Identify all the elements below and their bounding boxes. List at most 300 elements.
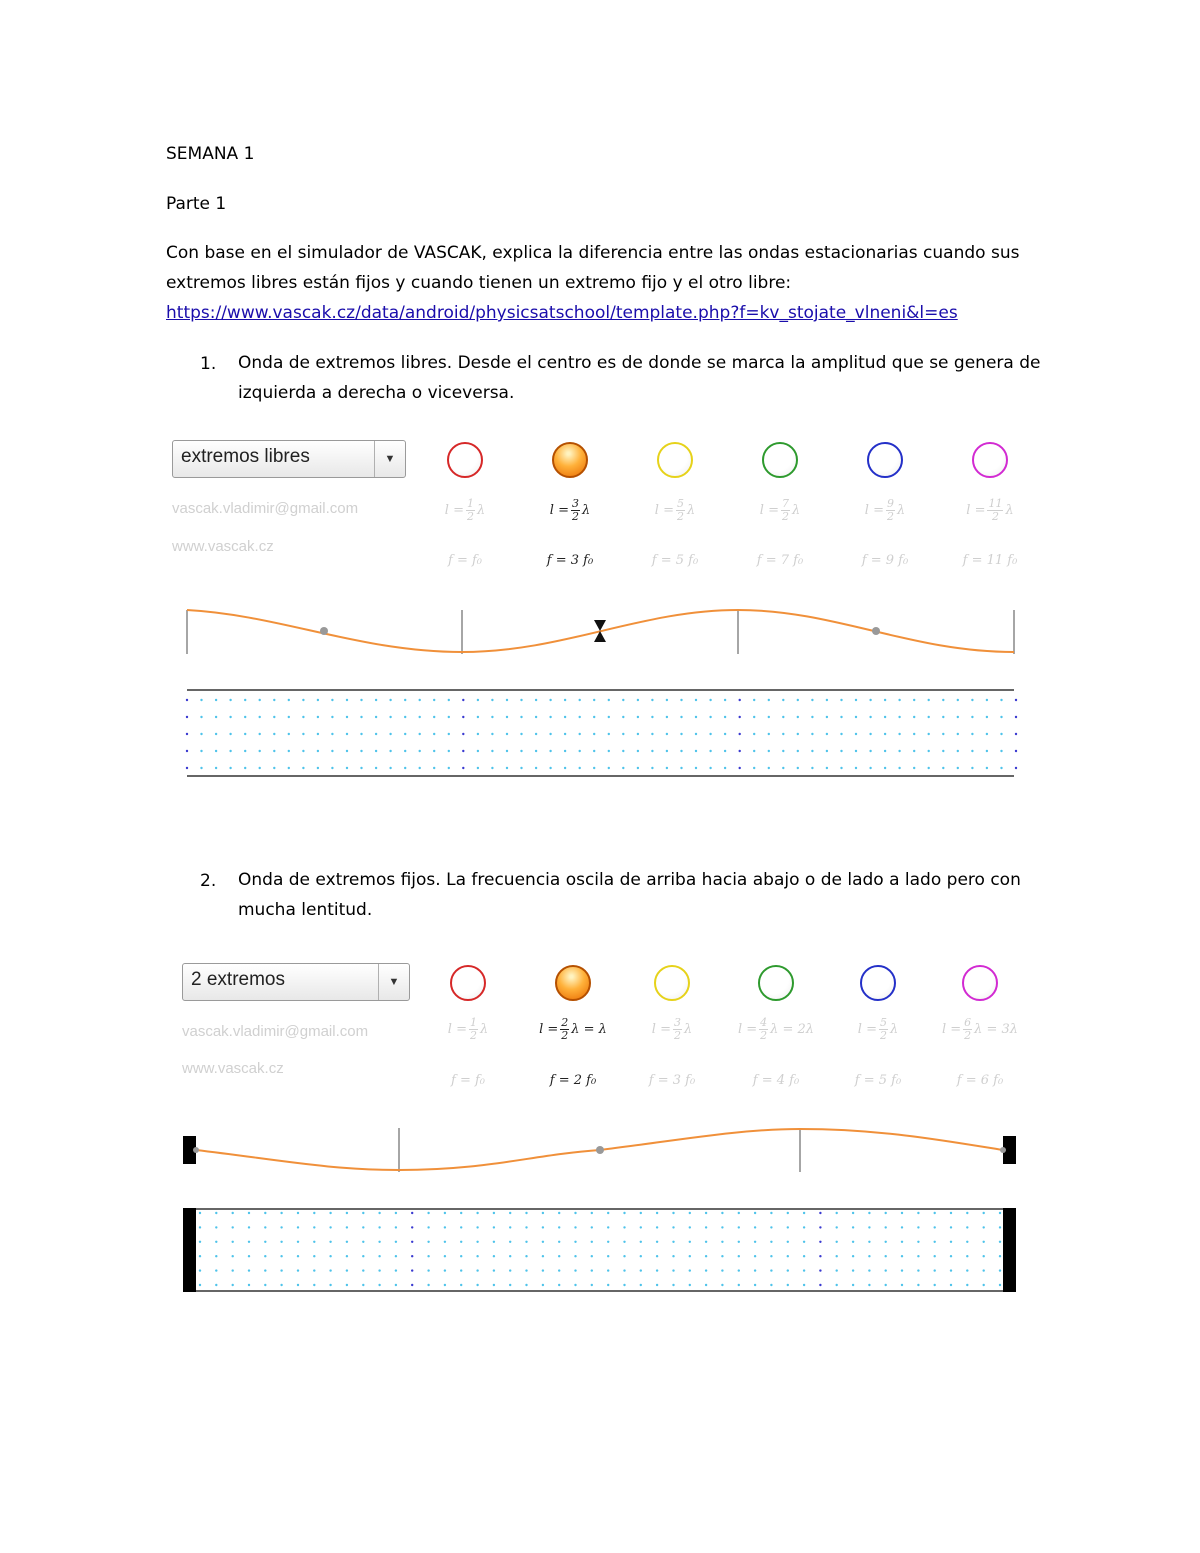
- particle-dot: [705, 1269, 707, 1271]
- particle-dot: [259, 750, 261, 752]
- particle-dot: [317, 767, 319, 769]
- particle-dot: [623, 1212, 625, 1214]
- item-1-text: [238, 348, 1058, 408]
- particle-dot: [460, 1241, 462, 1243]
- particle-dot: [901, 1284, 903, 1286]
- particle-dot: [525, 1269, 527, 1271]
- particle-dot: [754, 1269, 756, 1271]
- particle-dot: [444, 1269, 446, 1271]
- particle-dot: [579, 767, 581, 769]
- particle-dot: [957, 716, 959, 718]
- particle-dot: [754, 1241, 756, 1243]
- particle-dot: [689, 1226, 691, 1228]
- particle-dot: [244, 733, 246, 735]
- particle-dot: [525, 1212, 527, 1214]
- particle-dot: [950, 1241, 952, 1243]
- formula-fraction: [879, 1017, 888, 1042]
- particle-dot: [739, 767, 741, 769]
- particle-dot: [840, 733, 842, 735]
- particle-dot: [411, 1255, 413, 1257]
- particle-dot: [811, 767, 813, 769]
- particle-dot: [491, 716, 493, 718]
- particle-dot: [264, 1284, 266, 1286]
- particle-dot: [768, 750, 770, 752]
- particle-dot: [957, 750, 959, 752]
- particle-dot: [787, 1226, 789, 1228]
- particle-dot: [999, 1255, 1001, 1257]
- particle-dot: [574, 1269, 576, 1271]
- particle-dot: [934, 1212, 936, 1214]
- particle-dot: [302, 750, 304, 752]
- particle-dot: [558, 1241, 560, 1243]
- fraction-numerator: 5: [676, 497, 684, 510]
- particle-dot: [623, 1255, 625, 1257]
- particle-dot: [460, 1255, 462, 1257]
- particle-dot: [591, 1226, 593, 1228]
- part-label: Parte 1: [166, 194, 227, 214]
- particle-dot: [477, 699, 479, 701]
- mode-5-button[interactable]: [867, 442, 903, 478]
- particle-dot: [331, 767, 333, 769]
- particle-dot: [313, 1241, 315, 1243]
- particle-dot: [1015, 716, 1017, 718]
- intro-line-2: extremos libres están fijos y cuando tienen un extremo fijo y el otro libre:: [166, 273, 792, 293]
- particle-dot: [672, 1269, 674, 1271]
- particle-dot: [389, 767, 391, 769]
- particle-dot: [375, 716, 377, 718]
- formula-rhs: λ = 3λ: [974, 1022, 1019, 1037]
- particle-dot: [983, 1255, 985, 1257]
- particle-dot: [448, 750, 450, 752]
- particle-dot: [259, 716, 261, 718]
- particle-dot: [672, 1284, 674, 1286]
- particle-dot: [836, 1255, 838, 1257]
- particle-dot: [493, 1241, 495, 1243]
- particle-dot: [375, 750, 377, 752]
- credit-website: www.vascak.cz: [172, 538, 274, 555]
- particle-grid: [199, 1212, 1001, 1286]
- particle-dot: [640, 1212, 642, 1214]
- formula-fraction: [469, 1017, 478, 1042]
- particle-dot: [721, 1226, 723, 1228]
- particle-dot: [525, 1284, 527, 1286]
- fraction-denominator: 2: [676, 510, 684, 523]
- particle-dot: [186, 767, 188, 769]
- mode-select[interactable]: [182, 963, 410, 1001]
- particle-dot: [329, 1284, 331, 1286]
- particle-dot: [656, 1212, 658, 1214]
- particle-dot: [215, 750, 217, 752]
- wave-diagram: [160, 590, 1040, 790]
- particle-dot: [999, 1212, 1001, 1214]
- particle-dot: [770, 1255, 772, 1257]
- particle-dot: [297, 1226, 299, 1228]
- particle-dot: [215, 1284, 217, 1286]
- particle-dot: [942, 750, 944, 752]
- particle-dot: [855, 733, 857, 735]
- particle-dot: [901, 1269, 903, 1271]
- particle-dot: [637, 767, 639, 769]
- particle-dot: [986, 767, 988, 769]
- particle-dot: [913, 733, 915, 735]
- fraction-numerator: 3: [571, 497, 579, 510]
- particle-dot: [724, 716, 726, 718]
- formula-fraction: [466, 498, 475, 523]
- particle-dot: [229, 716, 231, 718]
- intro-line-1: Con base en el simulador de VASCAK, explica la diferencia entre las ondas estacionarias cuando sus: [166, 243, 1020, 263]
- particle-dot: [313, 1269, 315, 1271]
- particle-dot: [913, 699, 915, 701]
- mode-6-button[interactable]: [972, 442, 1008, 478]
- particle-dot: [491, 699, 493, 701]
- particle-dot: [232, 1255, 234, 1257]
- particle-dot: [721, 1269, 723, 1271]
- mode-3-button[interactable]: [657, 442, 693, 478]
- mode-3-length-formula: [627, 1017, 717, 1042]
- mode-3-button[interactable]: [654, 965, 690, 1001]
- particle-dot: [200, 699, 202, 701]
- particle-dot: [680, 767, 682, 769]
- particle-dot: [971, 767, 973, 769]
- particle-dot: [199, 1212, 201, 1214]
- particle-dot: [542, 1255, 544, 1257]
- particle-dot: [739, 733, 741, 735]
- particle-dot: [297, 1269, 299, 1271]
- particle-dot: [593, 716, 595, 718]
- item-2-body: La frecuencia oscila de arriba hacia abajo o de lado a lado pero con mucha lentitud.: [238, 870, 1021, 920]
- particle-dot: [942, 716, 944, 718]
- particle-dot: [770, 1284, 772, 1286]
- particle-dot: [826, 699, 828, 701]
- particle-dot: [346, 733, 348, 735]
- particle-dot: [753, 733, 755, 735]
- particle-dot: [404, 716, 406, 718]
- particle-dot: [1015, 767, 1017, 769]
- particle-dot: [934, 1255, 936, 1257]
- particle-dot: [957, 767, 959, 769]
- mode-select[interactable]: [172, 440, 406, 478]
- particle-dot: [476, 1284, 478, 1286]
- particle-dot: [280, 1269, 282, 1271]
- particle-dot: [215, 1226, 217, 1228]
- particle-dot: [836, 1226, 838, 1228]
- particle-dot: [913, 716, 915, 718]
- fraction-denominator: 2: [964, 1029, 972, 1042]
- particle-dot: [754, 1226, 756, 1228]
- particle-dot: [491, 733, 493, 735]
- particle-dot: [564, 750, 566, 752]
- particle-dot: [248, 1226, 250, 1228]
- formula-rhs: λ: [479, 1022, 489, 1037]
- particle-dot: [709, 733, 711, 735]
- particle-dot: [317, 716, 319, 718]
- particle-dot: [966, 1241, 968, 1243]
- particle-dot: [803, 1269, 805, 1271]
- particle-dot: [509, 1226, 511, 1228]
- particle-dot: [591, 1269, 593, 1271]
- particle-dot: [666, 716, 668, 718]
- particle-dot: [346, 1241, 348, 1243]
- particle-dot: [898, 699, 900, 701]
- particle-dot: [288, 733, 290, 735]
- particle-dot: [264, 1269, 266, 1271]
- particle-dot: [934, 1284, 936, 1286]
- particle-dot: [928, 750, 930, 752]
- particle-dot: [768, 716, 770, 718]
- particle-dot: [199, 1269, 201, 1271]
- formula-rhs: λ: [581, 503, 591, 518]
- particle-dot: [884, 750, 886, 752]
- particle-dot: [542, 1269, 544, 1271]
- particle-dot: [917, 1284, 919, 1286]
- particle-dot: [651, 750, 653, 752]
- particle-dot: [360, 733, 362, 735]
- particle-dot: [957, 733, 959, 735]
- particle-dot: [378, 1255, 380, 1257]
- particle-dot: [259, 733, 261, 735]
- particle-dot: [819, 1241, 821, 1243]
- particle-dot: [803, 1226, 805, 1228]
- item-2-text: [238, 865, 1058, 925]
- particle-dot: [680, 750, 682, 752]
- formula-fraction: [571, 498, 580, 523]
- particle-dot: [331, 733, 333, 735]
- particle-dot: [462, 716, 464, 718]
- particle-dot: [506, 733, 508, 735]
- particle-dot: [884, 767, 886, 769]
- particle-dot: [593, 733, 595, 735]
- particle-dot: [928, 767, 930, 769]
- particle-dot: [273, 733, 275, 735]
- particle-dot: [868, 1255, 870, 1257]
- particle-dot: [346, 750, 348, 752]
- particle-dot: [656, 1284, 658, 1286]
- particle-dot: [855, 699, 857, 701]
- particle-dot: [574, 1212, 576, 1214]
- particle-dot: [525, 1241, 527, 1243]
- particle-dot: [869, 699, 871, 701]
- particle-dot: [840, 716, 842, 718]
- particle-dot: [360, 750, 362, 752]
- mode-1-length-formula: [420, 498, 510, 523]
- mode-6-length-formula: [945, 498, 1035, 523]
- item-1-number: 1.: [200, 354, 217, 374]
- formula-lhs: l =: [651, 1022, 671, 1037]
- particle-dot: [811, 699, 813, 701]
- particle-dot: [199, 1241, 201, 1243]
- particle-dot: [672, 1226, 674, 1228]
- particle-dot: [520, 733, 522, 735]
- particle-dot: [724, 699, 726, 701]
- particle-dot: [591, 1241, 593, 1243]
- fraction-numerator: 1: [469, 1016, 477, 1029]
- particle-dot: [509, 1212, 511, 1214]
- particle-dot: [199, 1284, 201, 1286]
- particle-dot: [493, 1284, 495, 1286]
- particle-dot: [419, 733, 421, 735]
- particle-dot: [433, 699, 435, 701]
- mode-4-button[interactable]: [758, 965, 794, 1001]
- mode-1-button[interactable]: [450, 965, 486, 1001]
- particle-dot: [378, 1284, 380, 1286]
- particle-dot: [215, 716, 217, 718]
- particle-dot: [200, 767, 202, 769]
- particle-dot: [709, 716, 711, 718]
- particle-dot: [375, 767, 377, 769]
- particle-dot: [622, 716, 624, 718]
- mode-6-length-formula: [935, 1017, 1025, 1042]
- particle-dot: [689, 1269, 691, 1271]
- particle-dot: [200, 750, 202, 752]
- particle-dot: [444, 1255, 446, 1257]
- particle-dot: [362, 1269, 364, 1271]
- particle-dot: [836, 1212, 838, 1214]
- formula-lhs: l =: [549, 503, 569, 518]
- particle-dot: [705, 1284, 707, 1286]
- formula-rhs: λ: [896, 503, 906, 518]
- particle-dot: [884, 699, 886, 701]
- particle-dot: [950, 1269, 952, 1271]
- particle-dot: [753, 750, 755, 752]
- mode-5-button[interactable]: [860, 965, 896, 1001]
- particle-dot: [680, 699, 682, 701]
- formula-lhs: l =: [864, 503, 884, 518]
- fraction-numerator: 2: [561, 1016, 569, 1029]
- particle-dot: [313, 1255, 315, 1257]
- particle-dot: [666, 699, 668, 701]
- particle-dot: [232, 1269, 234, 1271]
- particle-dot: [695, 716, 697, 718]
- particle-dot: [709, 699, 711, 701]
- mode-1-length-formula: [423, 1017, 513, 1042]
- particle-dot: [787, 1284, 789, 1286]
- particle-dot: [427, 1226, 429, 1228]
- particle-dot: [623, 1269, 625, 1271]
- fraction-numerator: 9: [886, 497, 894, 510]
- mode-3-frequency: f = 5 f₀: [651, 553, 699, 568]
- particle-dot: [705, 1241, 707, 1243]
- particle-dot: [885, 1269, 887, 1271]
- particle-dot: [558, 1212, 560, 1214]
- particle-dot: [460, 1212, 462, 1214]
- formula-lhs: l =: [444, 503, 464, 518]
- particle-dot: [329, 1226, 331, 1228]
- fraction-denominator: 2: [466, 510, 474, 523]
- mode-1-button[interactable]: [447, 442, 483, 478]
- particle-dot: [656, 1269, 658, 1271]
- particle-dot: [248, 1255, 250, 1257]
- particle-dot: [680, 733, 682, 735]
- particle-dot: [705, 1255, 707, 1257]
- particle-dot: [313, 1212, 315, 1214]
- particle-dot: [901, 1226, 903, 1228]
- particle-dot: [898, 767, 900, 769]
- medium-wall-right: [1003, 1208, 1016, 1292]
- particle-dot: [986, 733, 988, 735]
- particle-dot: [542, 1284, 544, 1286]
- particle-dot: [444, 1284, 446, 1286]
- particle-dot: [574, 1255, 576, 1257]
- particle-dot: [574, 1226, 576, 1228]
- particle-dot: [855, 750, 857, 752]
- particle-dot: [288, 767, 290, 769]
- particle-dot: [934, 1269, 936, 1271]
- particle-dot: [215, 1212, 217, 1214]
- particle-dot: [520, 716, 522, 718]
- particle-dot: [460, 1226, 462, 1228]
- particle-dot: [542, 1212, 544, 1214]
- particle-dot: [591, 1212, 593, 1214]
- particle-dot: [607, 1241, 609, 1243]
- particle-dot: [493, 1269, 495, 1271]
- particle-dot: [404, 699, 406, 701]
- particle-dot: [476, 1241, 478, 1243]
- particle-dot: [666, 733, 668, 735]
- particle-dot: [506, 699, 508, 701]
- particle-dot: [462, 767, 464, 769]
- particle-dot: [608, 699, 610, 701]
- particle-dot: [509, 1269, 511, 1271]
- particle-dot: [782, 699, 784, 701]
- particle-dot: [689, 1255, 691, 1257]
- particle-dot: [738, 1241, 740, 1243]
- mode-6-button[interactable]: [962, 965, 998, 1001]
- particle-dot: [999, 1269, 1001, 1271]
- particle-dot: [607, 1212, 609, 1214]
- simulator-link[interactable]: https://www.vascak.cz/data/android/physicsatschool/template.php?f=kv_stojate_vlneni&l=es: [166, 303, 958, 323]
- particle-dot: [787, 1212, 789, 1214]
- fraction-numerator: 3: [673, 1016, 681, 1029]
- mode-4-button[interactable]: [762, 442, 798, 478]
- credit-email: vascak.vladimir@gmail.com: [172, 500, 359, 517]
- particle-dot: [868, 1226, 870, 1228]
- particle-dot: [297, 1241, 299, 1243]
- mode-2-button[interactable]: [552, 442, 588, 478]
- particle-dot: [444, 1226, 446, 1228]
- fraction-numerator: 1: [466, 497, 474, 510]
- particle-dot: [591, 1255, 593, 1257]
- particle-dot: [695, 750, 697, 752]
- mode-2-button[interactable]: [555, 965, 591, 1001]
- particle-dot: [460, 1269, 462, 1271]
- particle-dot: [869, 767, 871, 769]
- particle-dot: [477, 716, 479, 718]
- particle-dot: [852, 1241, 854, 1243]
- particle-dot: [317, 699, 319, 701]
- particle-dot: [1000, 716, 1002, 718]
- particle-dot: [971, 699, 973, 701]
- particle-dot: [273, 699, 275, 701]
- particle-dot: [395, 1241, 397, 1243]
- particle-dot: [419, 767, 421, 769]
- particle-dot: [558, 1226, 560, 1228]
- particle-dot: [901, 1212, 903, 1214]
- particle-dot: [549, 716, 551, 718]
- simulator-fixed-ends: [160, 955, 1040, 1300]
- particle-dot: [768, 767, 770, 769]
- particle-dot: [782, 733, 784, 735]
- mode-4-frequency: f = 7 f₀: [756, 553, 804, 568]
- particle-dot: [535, 699, 537, 701]
- particle-dot: [1000, 699, 1002, 701]
- particle-dot: [264, 1226, 266, 1228]
- particle-dot: [593, 699, 595, 701]
- particle-dot: [913, 767, 915, 769]
- string-point-center: [596, 1146, 604, 1154]
- particle-dot: [966, 1284, 968, 1286]
- particle-dot: [869, 716, 871, 718]
- particle-dot: [362, 1226, 364, 1228]
